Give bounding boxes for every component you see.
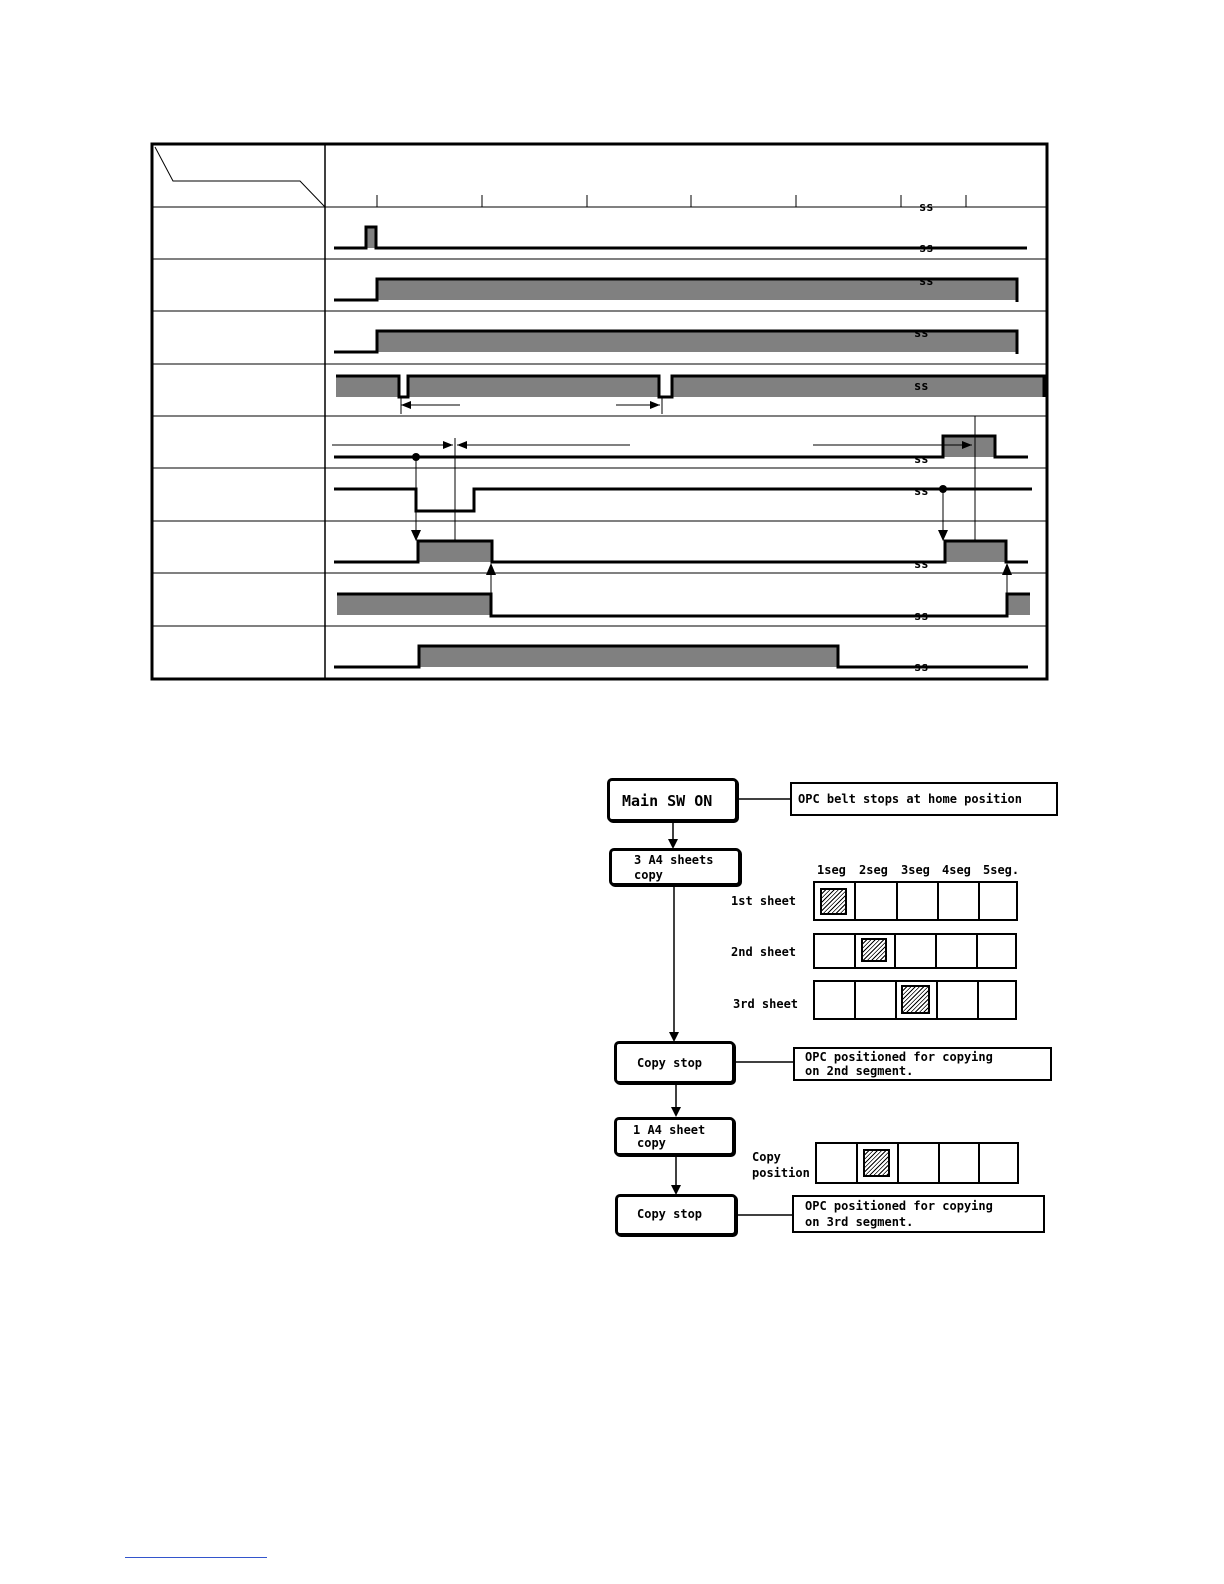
home-position-note: [790, 782, 1058, 816]
main-sw-on-label: Main SW ON: [622, 792, 713, 810]
copy-3-line2: copy: [634, 868, 663, 882]
svg-text:ss: ss: [914, 379, 929, 393]
sheet-label-1: 1st sheet: [731, 894, 797, 908]
copy-stop-label-2: Copy stop: [637, 1207, 703, 1221]
time-break-mark: ss: [919, 200, 934, 214]
copy-3-line1: 3 A4 sheets: [634, 853, 714, 867]
svg-text:ss: ss: [914, 660, 929, 674]
copy-position-label-2: position: [752, 1166, 810, 1180]
note-3rd-line1: OPC positioned for copying: [805, 1199, 993, 1213]
seg-header-2: 2seg: [859, 863, 888, 877]
home-position-text: OPC belt stops at home position: [798, 792, 1022, 806]
copy-1-line1: 1 A4 sheet: [633, 1123, 706, 1137]
seg-header-4: 4seg: [942, 863, 971, 877]
svg-text:ss: ss: [919, 274, 934, 288]
copy-stop-label-1: Copy stop: [637, 1056, 703, 1070]
seg-header-1: 1seg: [817, 863, 846, 877]
copy-1-line2: copy: [637, 1136, 666, 1150]
seg-header-3: 3seg: [901, 863, 930, 877]
copied-segment-mark: [861, 938, 887, 962]
svg-text:ss: ss: [914, 484, 929, 498]
sheet-label-3: 3rd sheet: [733, 997, 799, 1011]
svg-text:ss: ss: [914, 557, 929, 571]
svg-text:ss: ss: [914, 609, 929, 623]
note-3rd-segment: [792, 1195, 1045, 1233]
note-2nd-line2: on 2nd segment.: [805, 1064, 914, 1078]
svg-text:ss: ss: [914, 326, 929, 340]
note-2nd-line1: OPC positioned for copying: [805, 1050, 993, 1064]
copy-stop-box-2: [615, 1194, 737, 1236]
copied-segment-mark: [820, 888, 847, 915]
main-sw-on-box: [607, 778, 738, 822]
copy-1-sheet-box: [614, 1117, 735, 1156]
note-3rd-line2: on 3rd segment.: [805, 1215, 914, 1229]
seg-header-5: 5seg.: [983, 863, 1020, 877]
svg-text:ss: ss: [919, 241, 934, 255]
copy-stop-box-1: [614, 1041, 735, 1084]
copied-segment-mark: [901, 985, 930, 1014]
note-2nd-segment: [793, 1047, 1052, 1081]
copy-position-mark: [863, 1149, 890, 1177]
svg-text:ss: ss: [914, 452, 929, 466]
copy-position-label-1: Copy: [752, 1150, 781, 1164]
copy-3-sheets-box: [609, 848, 741, 886]
sheet-label-2: 2nd sheet: [731, 945, 797, 959]
footer-link-underline: [125, 1557, 267, 1558]
